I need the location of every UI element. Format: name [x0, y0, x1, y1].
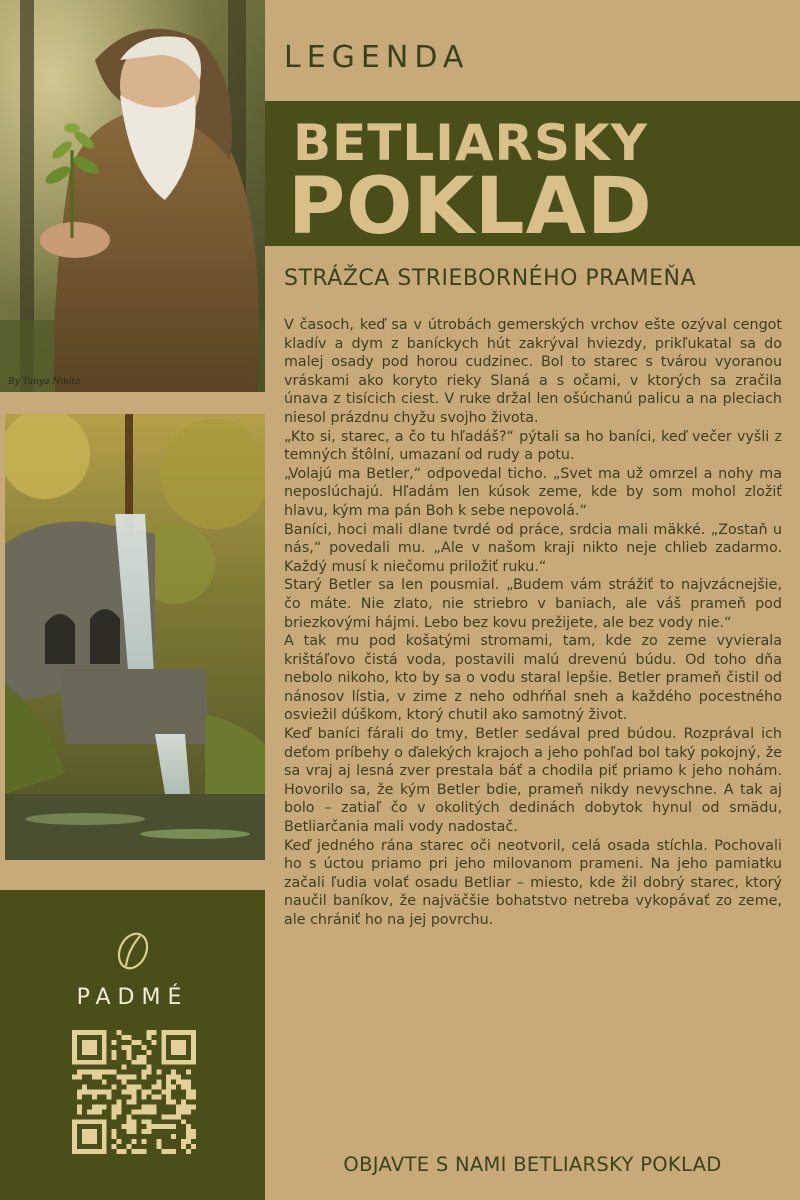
story-paragraph: A tak mu pod košatými stromami, tam, kde zo zeme vyvierala krištáľovo čistá voda, postavili malú drevenú búdu. Od toho dňa nebolo nikoho, kto by sa o vodu staral lepšie. Betler prameň čistil od nánosov lístia, v zime z neho odhŕňal sneh a každého pocestného osviežil dúškom, ktorý chutil ako samotný život. [284, 633, 782, 724]
story-paragraph: „Volajú ma Betler,“ odpovedal ticho. „Svet ma už omrzel a nohy ma neposlúchajú. Hľadám len kúsok zeme, kde by som mohol zložiť hlavu, kým ma pán Boh k sebe nepovolá.“ [284, 465, 782, 519]
qr-code-icon[interactable] [72, 1030, 196, 1154]
story-paragraph: Keď baníci fárali do tmy, Betler sedával pred búdou. Rozprával ich deťom príbehy o ďalekých krajoch a jeho pohľad bol taký pokojný, že sa vraj aj lesná zver prestala báť a chodila piť priamo k jeho nohám. Hovorilo sa, že kým Betler bdie, prameň nikdy nevyschne. A tak aj bolo – zatiaľ čo v okolitých dedinách dobytok hynul od smädu, Betliarčania mali vody nadostač. [284, 726, 782, 836]
story-paragraph: Starý Betler sa len pousmial. „Budem vám strážiť to najvzácnejšie, čo máte. Nie zlato, nie striebro v baniach, ale váš prameň pod briezkovými hájmi. Lebo bez kovu prežijete, ale bez vody nie.“ [284, 577, 782, 631]
legend-kicker: LEGENDA [284, 40, 470, 75]
call-to-action: OBJAVTE S NAMI BETLIARSKY POKLAD [343, 1153, 722, 1176]
story-paragraph: V časoch, keď sa v útrobách gemerských vrchov ešte ozýval cengot kladív a dym z baníckych hút zakrýval hviezdy, prikľukatal sa do malej osady pod horou cudzinec. Bol to starec s tvárou vyoranou vráskami ako koryto rieky Slaná a s očami, v ktorých sa zračila únava z tisícich ciest. V ruke držal len ošúchanú palicu a na pleciach niesol prázdnu chyžu svojho života. [284, 317, 782, 426]
page-title-line1: BETLIARSKY [293, 114, 648, 172]
coffee-bean-icon [112, 930, 154, 972]
brand-name: PADMÉ [76, 985, 189, 1010]
story-text [284, 316, 782, 1141]
waterfall-photo [5, 414, 265, 860]
elder-illustration [0, 0, 265, 392]
page-subtitle: STRÁŽCA STRIEBORNÉHO PRAMEŇA [284, 266, 697, 291]
story-paragraph: Keď jedného rána starec oči neotvoril, celá osada stíchla. Pochovali ho s úctou priamo pri jeho milovanom prameni. Na jeho pamiatku začali ľudia volať osadu Betliar – miesto, kde žil dobrý starec, ktorý naučil baníkov, že najväčšie bohatstvo netreba vykopávať zo zeme, ale chrániť ho na jej povrchu. [284, 837, 782, 928]
story-paragraph: Baníci, hoci mali dlane tvrdé od práce, srdcia mali mäkké. „Zostaň u nás,“ povedali mu. „Ale v našom kraji nikto neje chlieb zadarmo. Každý musí k niečomu priložiť ruku.“ [284, 521, 782, 575]
elder-signature: By Tanya Nikita [8, 377, 81, 387]
story-paragraph: „Kto si, starec, a čo tu hľadáš?“ pýtali sa ho baníci, keď večer vyšli z temných štôlní, umazaní od rudy a potu. [284, 428, 782, 464]
page-title-line2: POKLAD [288, 162, 653, 252]
